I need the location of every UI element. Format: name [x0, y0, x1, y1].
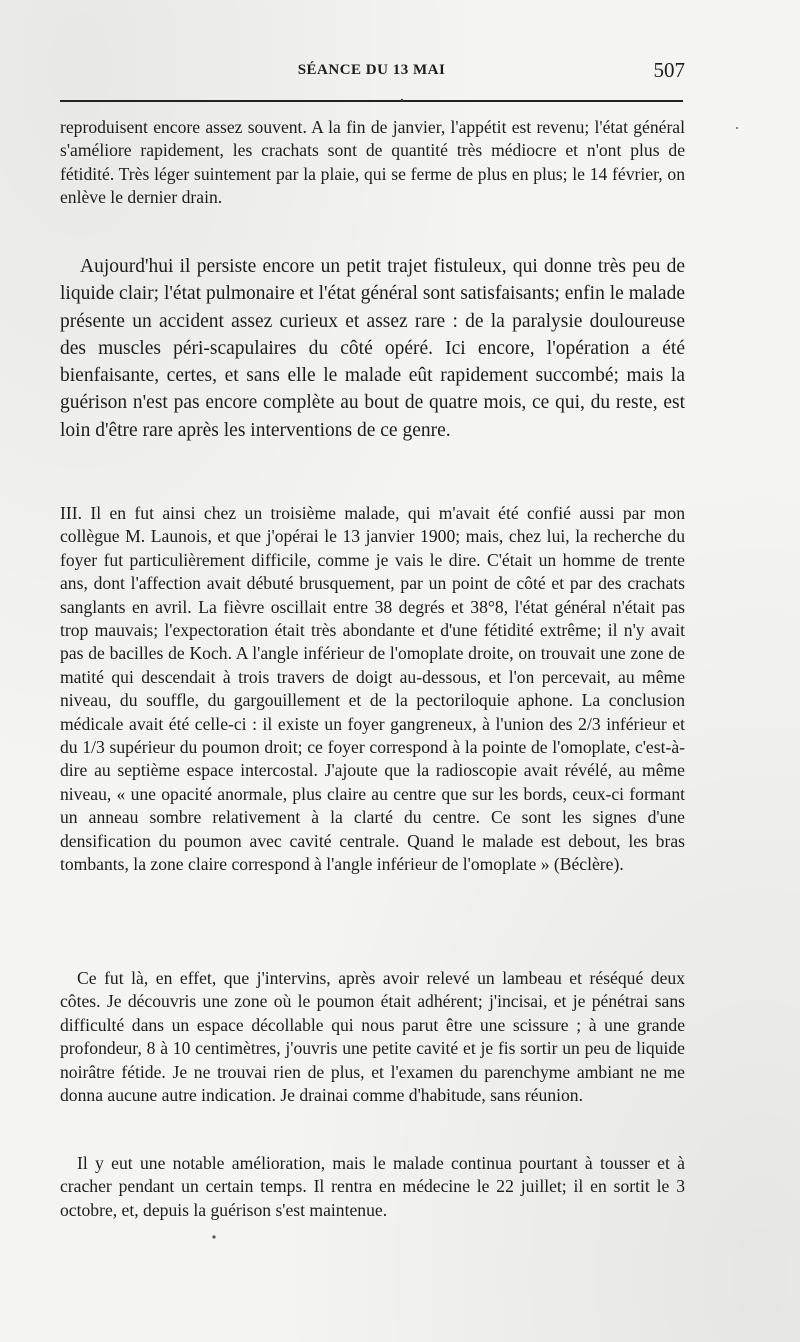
paragraph-operation: Ce fut là, en effet, que j'intervins, après avoir relevé un lambeau et réséqué deux côtes. Je découvris une zone où le poumon était adhérent; j'incisai, et je pénétrai sans difficulté dans un espace décollable qui nous parut être une scissure ; à une grande profondeur, 8 à 10 centimètres, j'ouvris une petite cavité et je fis sortir un peu de liquide noirâtre fétide. Je ne trouvai rien de plus, et l'examen du parenchyme ambiant ne me donna aucune autre indication. Je drainai comme d'habitude, sans réunion. [60, 968, 685, 1106]
paragraph-current-state: Aujourd'hui il persiste encore un petit trajet fistuleux, qui donne très peu de liquide clair; l'état pulmonaire et l'état général sont satisfaisants; enfin le malade présente un accident assez curieux et assez rare : de la paralysie douloureuse des muscles péri-scapulaires du côté opéré. Ici encore, l'opération a été bienfaisante, certes, et sans elle le malade eût rapidement succombé; mais la guérison n'est pas encore complète au bout de quatre mois, ce qui, du reste, est loin d'être rare après les interventions de ce genre. [60, 256, 685, 441]
paragraph-continuation: reproduisent encore assez souvent. A la fin de janvier, l'appétit est revenu; l'état général s'améliore rapidement, les crachats sont de quantité très médiocre et n'ont plus de fétidité. Très léger suintement par la plaie, qui se ferme de plus en plus; le 14 février, on enlève le dernier drain. [60, 117, 685, 208]
page-number: 507 [653, 58, 685, 82]
running-title: SÉANCE DU 13 MAI [297, 62, 446, 78]
paragraph-case-three: III. Il en fut ainsi chez un troisième malade, qui m'avait été confié aussi par mon collègue M. Launois, et que j'opérai le 13 janvier 1900; mais, chez lui, la recherche du foyer fut particulièrement difficile, comme je vais le dire. C'était un homme de trente ans, dont l'affection avait débuté brusquement, par un point de côté et par des crachats sanglants en avril. La fièvre oscillait entre 38 degrés et 38°8, l'état général n'était pas trop mauvais; l'expectoration était très abondante et d'une fétidité extrême; il n'y avait pas de bacilles de Koch. A l'angle inférieur de l'omoplate droite, on trouvait une zone de matité qui descendait à trois travers de doigt au-dessous, et l'on percevait, au même niveau, du souffle, du gargouillement et de la pectoriloquie aphone. La conclusion médicale avait été celle-ci : il existe un foyer gangreneux, à l'union des 2/3 inférieur et du 1/3 supérieur du poumon droit; ce foyer correspond à la pointe de l'omoplate, c'est-à-dire au septième espace intercostal. J'ajoute que la radioscopie avait révélé, au même niveau, « une opacité anormale, plus claire au centre que sur les bords, ceux-ci formant un anneau sombre relativement à la clarté du centre. Ce sont les signes d'une densification du poumon avec cavité centrale. Quand le malade est debout, les bras tombants, la zone claire correspond à l'angle inférieur de l'omoplate » (Béclère). [60, 503, 685, 875]
paragraph-outcome: Il y eut une notable amélioration, mais le malade continua pourtant à tousser et à cracher pendant un certain temps. Il rentra en médecine le 22 juillet; il en sortit le 3 octobre, et, depuis la guérison s'est maintenue. [60, 1153, 685, 1220]
